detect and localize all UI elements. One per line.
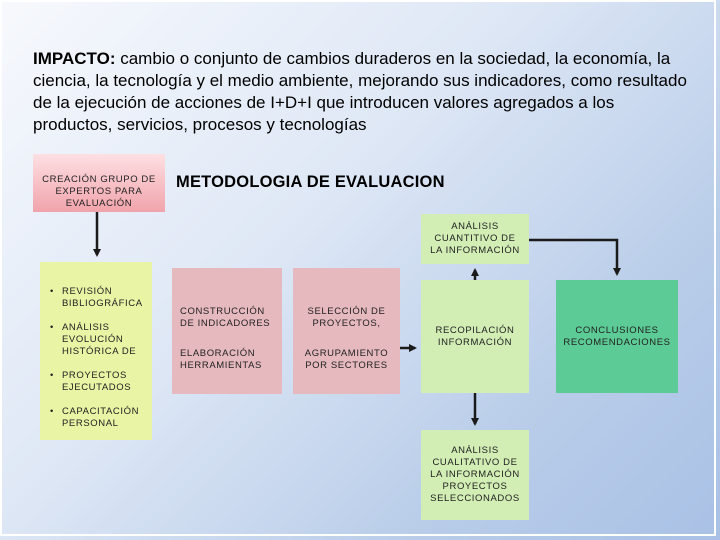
list-item-proyectos-ejecutados: • PROYECTOS EJECUTADOS <box>48 370 146 394</box>
analisis-cualitativo-label: ANÁLISIS CUALITATIVO DE LA INFORMACIÓN PROYECTOS SELECCIONADOS <box>430 445 520 504</box>
impact-term: IMPACTO: <box>33 49 116 68</box>
conclusiones-label: CONCLUSIONES RECOMENDACIONES <box>563 324 671 348</box>
agrupamiento-label: AGRUPAMIENTO POR SECTORES <box>304 348 389 371</box>
list-item-capacitacion: • CAPACITACIÓN PERSONAL <box>48 406 146 430</box>
seleccion-label: SELECCIÓN DE PROYECTOS, <box>307 306 386 329</box>
recopilacion-label: RECOPILACIÓN INFORMACIÓN <box>435 324 515 348</box>
box-creacion-grupo-label: CREACIÓN GRUPO DE EXPERTOS PARA EVALUACIÓN <box>42 174 156 209</box>
elaboracion-label: ELABORACIÓN HERRAMIENTAS <box>180 348 262 371</box>
list-item-analisis-evolucion: • ANÁLISIS EVOLUCIÓN HISTÓRICA DE <box>48 322 146 358</box>
construccion-label: CONSTRUCCIÓN DE INDICADORES <box>180 306 271 329</box>
list-item-revision: • REVISIÓN BIBLIOGRÁFICA <box>48 286 146 310</box>
arrow-cuantitativo-to-conclusiones <box>529 240 617 274</box>
method-title: METODOLOGIA DE EVALUACION <box>176 173 445 191</box>
analisis-cuantitativo-label: ANÁLISIS CUANTITIVO DE LA INFORMACIÓN <box>430 221 520 256</box>
impact-text: cambio o conjunto de cambios duraderos en la sociedad, la economía, la ciencia, la tecnología y el medio ambiente, mejorando sus indicadores, como resultado de la ejecución de acciones de I+D+I que introducen valores agregados a los productos, servicios, procesos y tecnologías <box>33 49 687 134</box>
